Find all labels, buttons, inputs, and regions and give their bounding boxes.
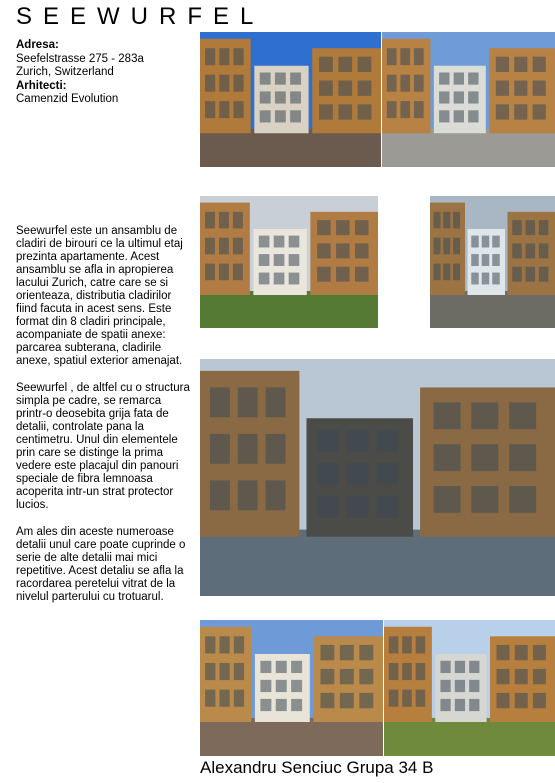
courtyard-photo-1 [200, 32, 381, 167]
blossom-courtyard-photo [200, 620, 383, 756]
paragraph-3: Am ales din aceste numeroase detalii unul care poate cuprinde o serie de alte detalii mai mici repetitive. Acest detaliu se afla la racordarea peretelui vitrat de la nivelul parterului cu trotuarul. [16, 526, 186, 603]
page-title: SEEWURFEL [16, 3, 265, 30]
courtyard-photo-2 [382, 32, 555, 167]
paragraph-2: Seewurfel , de altfel cu o structura simpla pe cadre, se remarca printr-o deosebita grija fata de detalii, controlate pana la centimetru. Unul din elementele prin care se distinge la prima vedere este placajul din panouri speciale de fibra lemnoasa acoperita intr-un strat protector lucios. [16, 382, 190, 511]
architects-label: Arhitecti: [16, 79, 67, 92]
address-line-1: Seefelstrasse 275 - 283a [16, 52, 144, 65]
address-line-2: Zurich, Switzerland [16, 66, 114, 78]
description [16, 225, 194, 618]
street-walkway-photo [384, 620, 555, 756]
glass-facade-photo [430, 196, 555, 328]
author-caption: Alexandru Senciuc Grupa 34 B [200, 758, 434, 777]
project-info [16, 39, 144, 107]
stone-wall-photo [200, 359, 555, 596]
paragraph-1: Seewurfel este un ansamblu de cladiri de birouri ce la ultimul etaj prezinta apartamente. Acest ansamblu se afla in apropierea lacului Zurich, catre care se si orienteaza, distributia cladirilor fiind facuta in acest sens. Este format din 8 cladiri principale, acompaniate de spatii anexe: parcarea subterana, cladirile anexe, spatiul exterior amenajat. [16, 225, 183, 367]
architects-value: Camenzid Evolution [16, 93, 119, 105]
address-label: Adresa: [16, 39, 59, 51]
facade-window-photo [200, 196, 378, 328]
